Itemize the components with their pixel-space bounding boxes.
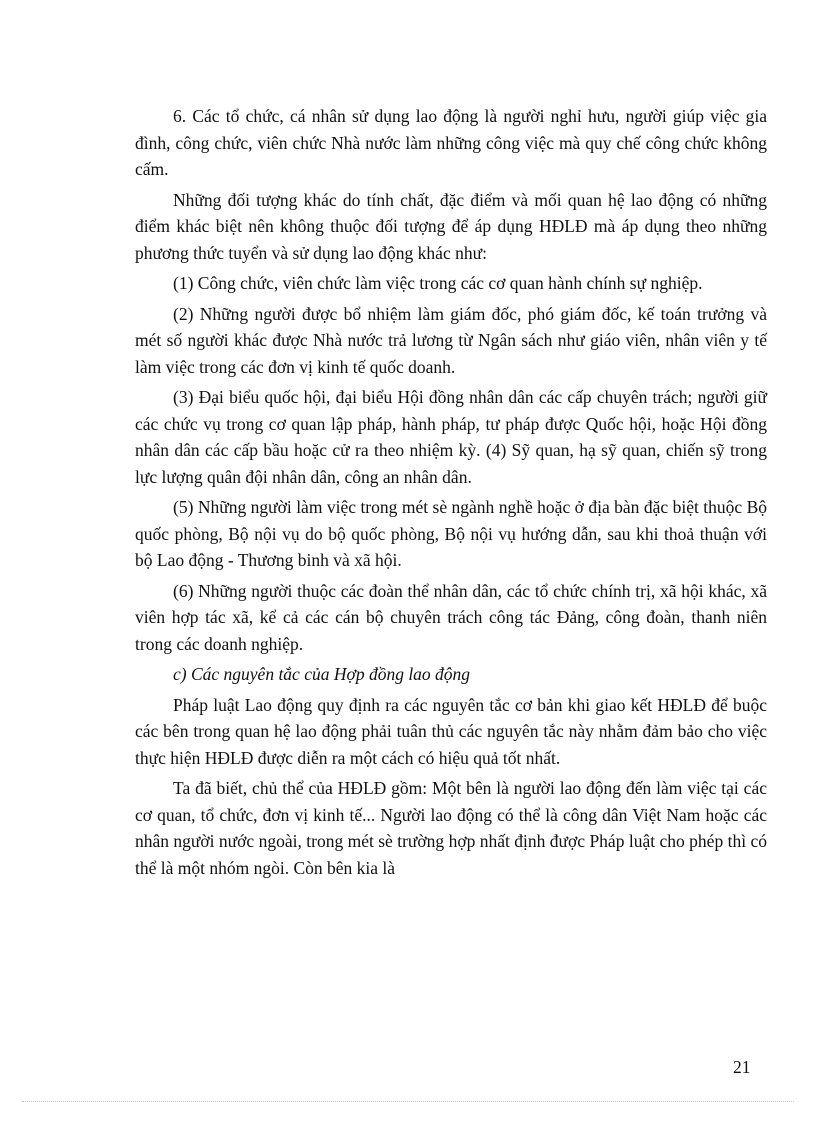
- paragraph-list-5: (5) Những người làm việc trong mét sè ngành nghề hoặc ở địa bàn đặc biệt thuộc Bộ quốc phòng, Bộ nội vụ do bộ quốc phòng, Bộ nội vụ hướng dẫn, sau khi thoả thuận với bộ Lao động - Thương binh và xã hội.: [135, 497, 767, 570]
- section-heading: c) Các nguyên tắc của Hợp đồng lao động: [173, 664, 471, 684]
- body-text: [135, 103, 767, 885]
- paragraph-list-6: (6) Những người thuộc các đoàn thể nhân dân, các tổ chức chính trị, xã hội khác, xã viên hợp tác xã, kể cả các cán bộ chuyên trách công tác Đảng, công đoàn, thanh niên trong các doanh nghiệp.: [135, 580, 767, 654]
- paragraph-item-6: 6. Các tổ chức, cá nhân sử dụng lao động là người nghỉ hưu, người giúp việc gia đình, công chức, viên chức Nhà nước làm những công việc mà quy chế công chức không cấm.: [135, 106, 767, 179]
- paragraph-list-3-4: (3) Đại biểu quốc hội, đại biểu Hội đồng nhân dân các cấp chuyên trách; người giữ các chức vụ trong cơ quan lập pháp, hành pháp, tư pháp được Quốc hội, hoặc Hội đồng nhân dân các cấp bầu hoặc cử ra theo nhiệm kỳ. (4) Sỹ quan, hạ sỹ quan, chiến sỹ trong lực lượng quân đội nhân dân, công an nhân dân.: [135, 387, 767, 487]
- paragraph-list-1: (1) Công chức, viên chức làm việc trong các cơ quan hành chính sự nghiệp.: [173, 273, 703, 293]
- paragraph-principles: Pháp luật Lao động quy định ra các nguyên tắc cơ bản khi giao kết HĐLĐ để buộc các bên trong quan hệ lao động phải tuân thủ các nguyên tắc này nhằm đảm bảo cho việc thực hiện HĐLĐ được diễn ra một cách có hiệu quả tốt nhất.: [135, 694, 767, 768]
- paragraph-list-2: (2) Những người được bổ nhiệm làm giám đốc, phó giám đốc, kế toán trưởng và mét số người khác được Nhà nước trả lương từ Ngân sách như giáo viên, nhân viên y tế làm việc trong các đơn vị kinh tế quốc doanh.: [135, 303, 767, 377]
- paragraph-contract-subjects: Ta đã biết, chủ thể của HĐLĐ gồm: Một bên là người lao động đến làm việc tại các cơ quan, tổ chức, đơn vị kinh tế... Người lao động có thể là công dân Việt Nam hoặc các nhân người nước ngoài, trong mét sè trường hợp nhất định được Pháp luật cho phép thì có thể là một nhóm ngòi. Còn bên kia là: [135, 778, 767, 878]
- bottom-divider: [22, 1101, 794, 1102]
- page-number: 21: [733, 1057, 751, 1077]
- paragraph-other-subjects: Những đối tượng khác do tính chất, đặc điểm và mối quan hệ lao động có những điểm khác biệt nên không thuộc đối tượng để áp dụng HĐLĐ mà áp dụng theo những phương thức tuyển và sử dụng lao động khác như:: [135, 189, 767, 263]
